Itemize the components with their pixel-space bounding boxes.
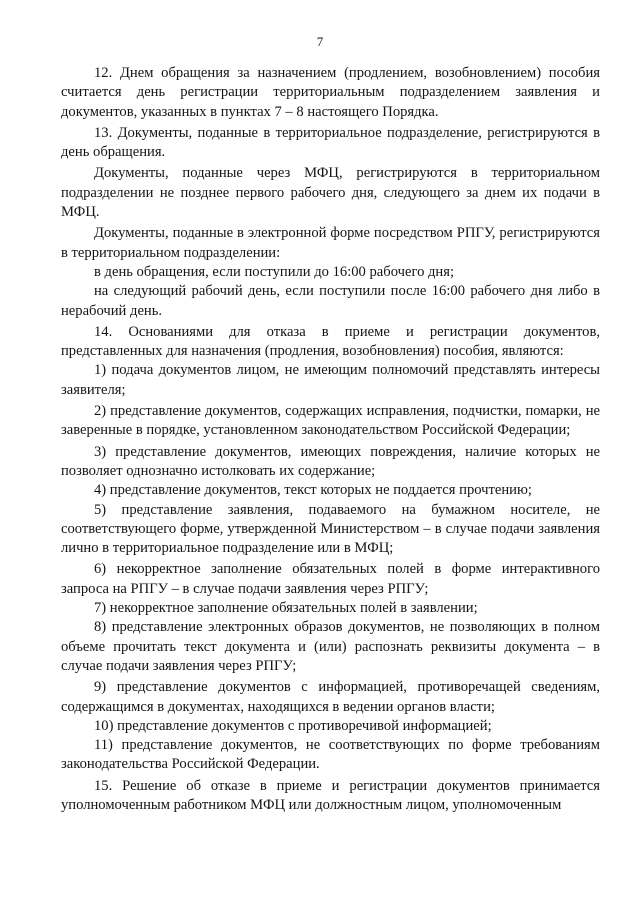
list-item-10: 10) представление документов с противоречивой информацией; (94, 717, 492, 734)
paragraph-13: 13. Документы, поданные в территориальное подразделение, регистрируются в день обращения. (61, 124, 600, 161)
paragraph-after-1600: на следующий рабочий день, если поступили после 16:00 рабочего дня либо в нерабочий день. (61, 283, 600, 319)
paragraph-12: 12. Днем обращения за назначением (продлением, возобновлением) пособия считается день регистрации территориальным подразделением заявления и документов, указанных в пунктах 7 – 8 настоящего Порядка. (61, 65, 600, 120)
list-item-11: 11) представление документов, не соответствующих по форме требованиям законодательства Российской Федерации. (61, 737, 600, 773)
document-body (61, 64, 600, 815)
list-item-1: 1) подача документов лицом, не имеющим полномочий представлять интересы заявителя; (61, 362, 600, 398)
paragraph-mfc-registration: Документы, поданные через МФЦ, регистрируются в территориальном подразделении не позднее первого рабочего дня, следующего за днем их подачи в МФЦ. (61, 165, 600, 221)
list-item-4: 4) представление документов, текст которых не поддается прочтению; (94, 482, 532, 499)
list-item-6: 6) некорректное заполнение обязательных полей в форме интерактивного запроса на РПГУ – в случае подачи заявления через РПГУ; (61, 561, 600, 597)
paragraph-rpgu-registration: Документы, поданные в электронной форме посредством РПГУ, регистрируются в территориальном подразделении: (61, 225, 600, 261)
list-item-8: 8) представление электронных образов документов, не позволяющих в полном объеме прочитать текст документа и (или) распознать реквизиты документа – в случае подачи заявления через РПГУ; (61, 619, 600, 674)
page-number: 7 (316, 34, 324, 49)
paragraph-15: 15. Решение об отказе в приеме и регистрации документов принимается уполномоченным работником МФЦ или должностным лицом, уполномоченным (61, 777, 600, 813)
paragraph-before-1600: в день обращения, если поступили до 16:00 рабочего дня; (94, 263, 455, 280)
paragraph-14: 14. Основаниями для отказа в приеме и регистрации документов, представленных для назначения (продления, возобновления) пособия, являются: (61, 323, 600, 360)
list-item-3: 3) представление документов, имеющих повреждения, наличие которых не позволяет однозначно истолковать их содержание; (61, 443, 600, 479)
list-item-7: 7) некорректное заполнение обязательных полей в заявлении; (94, 600, 478, 617)
list-item-5: 5) представление заявления, подаваемого на бумажном носителе, не соответствующего форме, утвержденной Министерством – в случае подачи заявления лично в территориальное подразделение или в МФЦ; (61, 501, 600, 557)
list-item-9: 9) представление документов с информацией, противоречащей сведениям, содержащимся в документах, находящихся в ведении органов власти; (61, 679, 600, 715)
list-item-2: 2) представление документов, содержащих исправления, подчистки, помарки, не заверенные в порядке, установленном законодательством Российской Федерации; (61, 403, 600, 439)
